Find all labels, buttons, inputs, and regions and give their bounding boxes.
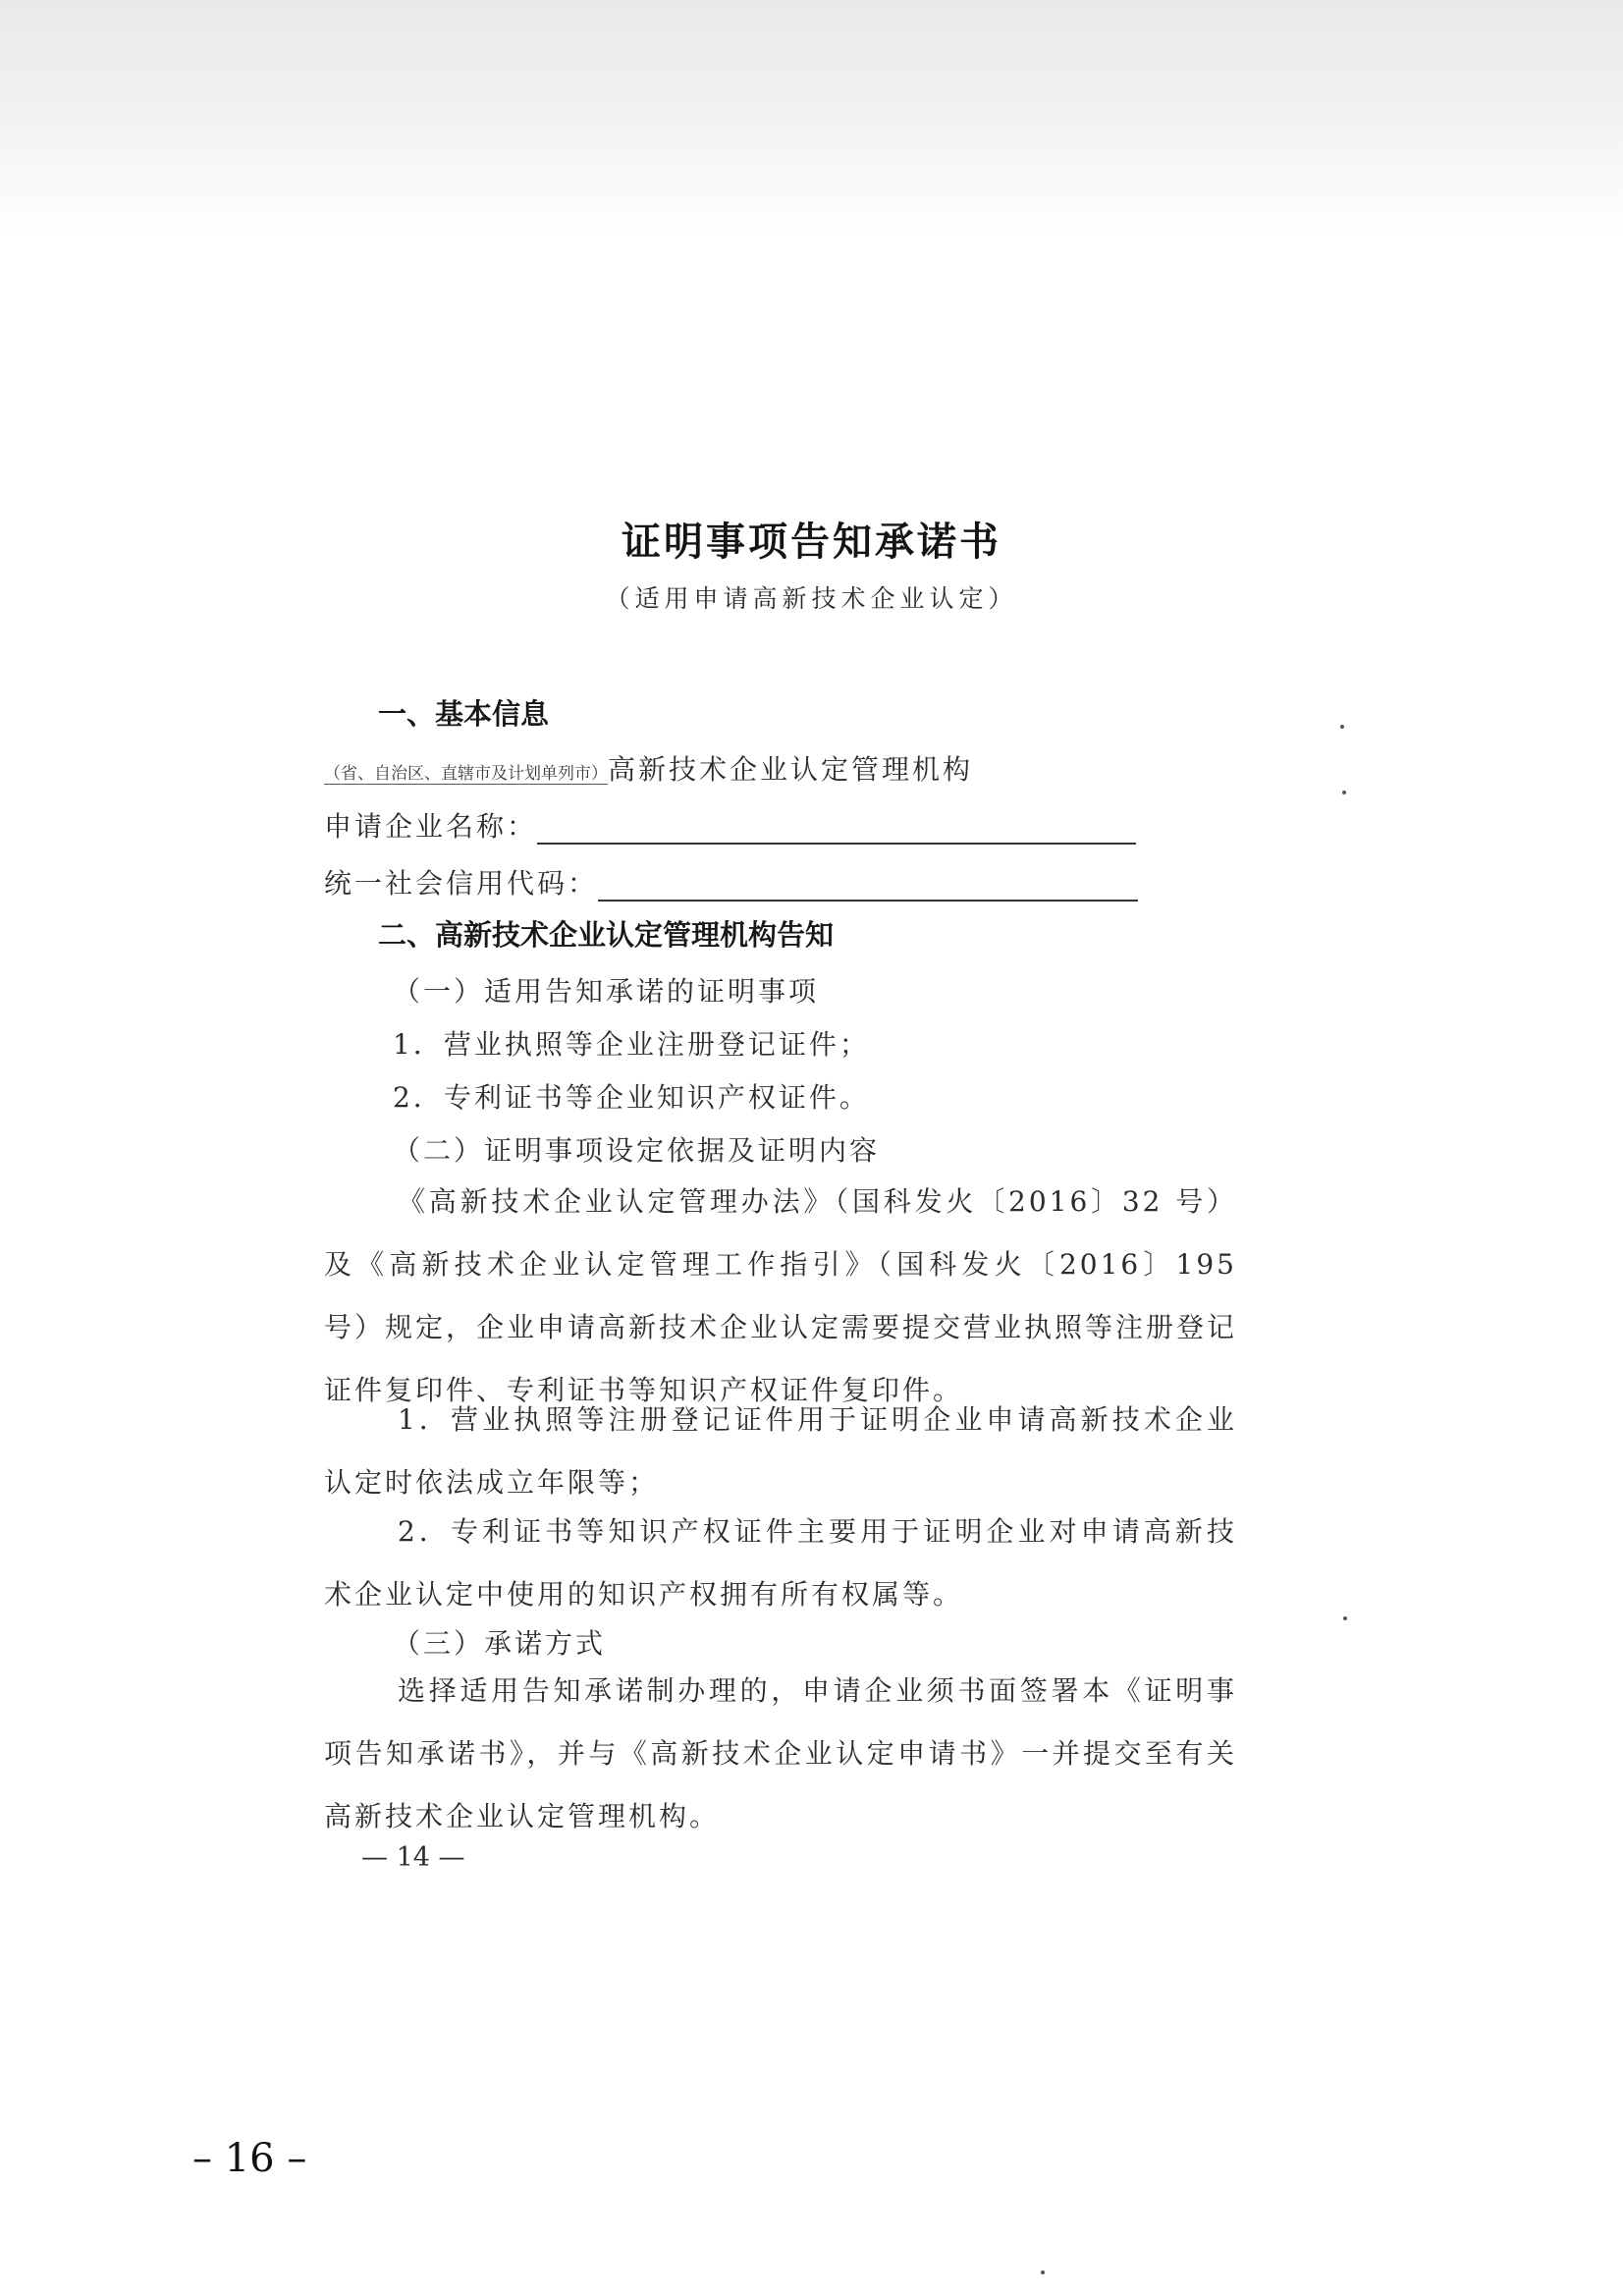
scan-speck — [1343, 1616, 1347, 1620]
agency-label: 高新技术企业认定管理机构 — [608, 753, 974, 786]
scan-shadow — [0, 0, 1623, 236]
agency-line — [324, 748, 973, 788]
document-title: 证明事项告知承诺书 — [622, 519, 1001, 565]
document-subtitle: （适用申请高新技术企业认定） — [605, 584, 1018, 613]
credit-code-blank — [598, 870, 1138, 902]
paragraph-license: 1．营业执照等注册登记证件用于证明企业申请高新技术企业认定时依法成立年限等； — [324, 1403, 1237, 1499]
section-heading-notice: 二、高新技术企业认定管理机构告知 — [378, 918, 835, 952]
item-2: 2．专利证书等企业知识产权证件。 — [393, 1081, 870, 1114]
section-heading-basic-info: 一、基本信息 — [378, 697, 550, 731]
scan-speck — [1340, 725, 1344, 729]
paragraph-basis: 《高新技术企业认定管理办法》（国科发火〔2016〕32 号）及《高新技术企业认定管理工作指引》（国科发火〔2016〕195 号）规定，企业申请高新技术企业认定需要提交营业执照等注册登记证件复印件、专利证书等知识产权证件复印件。 — [324, 1185, 1238, 1406]
subsection-2: （二）证明事项设定依据及证明内容 — [393, 1134, 881, 1167]
agency-note: （省、自治区、直辖市及计划单列市） — [324, 764, 608, 784]
scan-speck — [1041, 2270, 1045, 2274]
company-name-blank — [537, 813, 1136, 845]
company-name-line — [324, 805, 1136, 845]
scan-speck — [1342, 791, 1346, 794]
paragraph-commitment: 选择适用告知承诺制办理的，申请企业须书面签署本《证明事项告知承诺书》，并与《高新技术企业认定申请书》一并提交至有关高新技术企业认定管理机构。 — [324, 1674, 1237, 1832]
outer-page-number: – 16 – — [192, 2136, 307, 2181]
item-1: 1．营业执照等企业注册登记证件； — [393, 1028, 870, 1061]
inner-page-number: — 14 — — [361, 1842, 465, 1873]
subsection-3: （三）承诺方式 — [393, 1627, 607, 1660]
company-name-label: 申请企业名称： — [324, 810, 538, 843]
credit-code-line — [324, 862, 1138, 902]
paragraph-patent: 2．专利证书等知识产权证件主要用于证明企业对申请高新技术企业认定中使用的知识产权拥有所有权属等。 — [324, 1515, 1237, 1611]
subsection-1: （一）适用告知承诺的证明事项 — [393, 975, 820, 1008]
credit-code-label: 统一社会信用代码： — [324, 867, 599, 900]
